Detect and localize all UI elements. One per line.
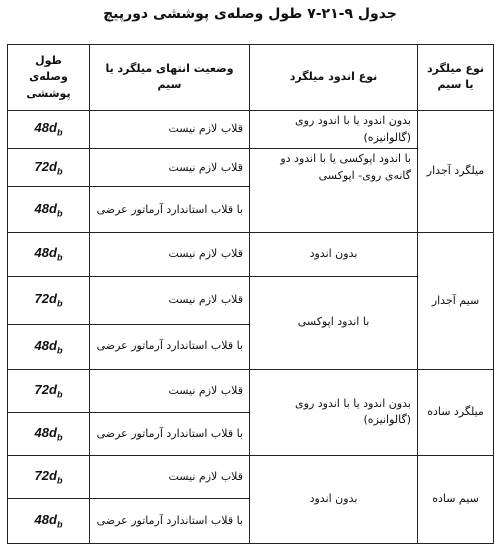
coating-cell: بدون اندود یا با اندود روی (گالوانیزه) [250, 110, 418, 149]
coating-cell: بدون اندود [250, 455, 418, 543]
coating-cell: بدون اندود [250, 233, 418, 276]
splice-length-cell [8, 187, 90, 233]
splice-length-cell [8, 412, 90, 455]
bar-type-cell: میلگرد آجدار [418, 110, 494, 233]
header-coating: نوع اندود میلگرد [250, 45, 418, 111]
coating-cell: با اندود اپوکسی یا با اندود دو گانه‌ی روی- اپوکسی [250, 149, 418, 233]
length-value: 48d [34, 424, 57, 440]
table-row [8, 369, 494, 412]
end-condition-cell: با قلاب استاندارد آرماتور عرضی [90, 324, 250, 369]
length-value: 72d [34, 291, 57, 307]
splice-length-cell [8, 233, 90, 276]
length-value: 72d [34, 158, 57, 174]
end-condition-cell: قلاب لازم نیست [90, 149, 250, 187]
length-subscript: b [56, 345, 63, 356]
splice-length-cell [8, 455, 90, 498]
bar-type-cell: سیم آجدار [418, 233, 494, 369]
length-value: 72d [34, 381, 57, 397]
end-condition-cell: با قلاب استاندارد آرماتور عرضی [90, 412, 250, 455]
length-subscript: b [56, 432, 63, 443]
coating-cell: با اندود اپوکسی [250, 276, 418, 369]
table-title: جدول ۹-۲۱-۷ طول وصله‌ی پوششی دورپیچ [103, 6, 397, 22]
length-subscript: b [56, 166, 63, 177]
end-condition-cell: با قلاب استاندارد آرماتور عرضی [90, 187, 250, 233]
length-value: 72d [34, 467, 57, 483]
splice-length-cell [8, 110, 90, 149]
length-subscript: b [56, 475, 63, 486]
end-condition-cell: قلاب لازم نیست [90, 455, 250, 498]
end-condition-cell: قلاب لازم نیست [90, 110, 250, 149]
header-splice-length: طول وصله‌ی پوششی [8, 45, 90, 111]
splice-length-cell [8, 498, 90, 543]
header-row [8, 45, 494, 111]
length-value: 48d [34, 245, 57, 261]
length-subscript: b [56, 298, 63, 309]
length-value: 48d [34, 511, 57, 527]
splice-length-cell [8, 276, 90, 324]
bar-type-cell: میلگرد ساده [418, 369, 494, 455]
coating-cell: بدون اندود یا با اندود روی (گالوانیزه) [250, 369, 418, 455]
end-condition-cell: قلاب لازم نیست [90, 369, 250, 412]
length-subscript: b [56, 128, 63, 139]
length-subscript: b [56, 208, 63, 219]
bar-type-cell: سیم ساده [418, 455, 494, 543]
header-bar-type: نوع میلگرد یا سیم [418, 45, 494, 111]
length-subscript: b [56, 389, 63, 400]
end-condition-cell: با قلاب استاندارد آرماتور عرضی [90, 498, 250, 543]
splice-length-cell [8, 369, 90, 412]
table-row [8, 455, 494, 498]
table-row [8, 110, 494, 149]
length-subscript: b [56, 253, 63, 264]
splice-length-cell [8, 324, 90, 369]
end-condition-cell: قلاب لازم نیست [90, 276, 250, 324]
end-condition-cell: قلاب لازم نیست [90, 233, 250, 276]
table-row [8, 233, 494, 276]
length-subscript: b [56, 519, 63, 530]
header-end-condition: وضعیت انتهای میلگرد یا سیم [90, 45, 250, 111]
lap-splice-table [7, 44, 494, 544]
length-value: 48d [34, 200, 57, 216]
length-value: 48d [34, 120, 57, 136]
splice-length-cell [8, 149, 90, 187]
length-value: 48d [34, 337, 57, 353]
